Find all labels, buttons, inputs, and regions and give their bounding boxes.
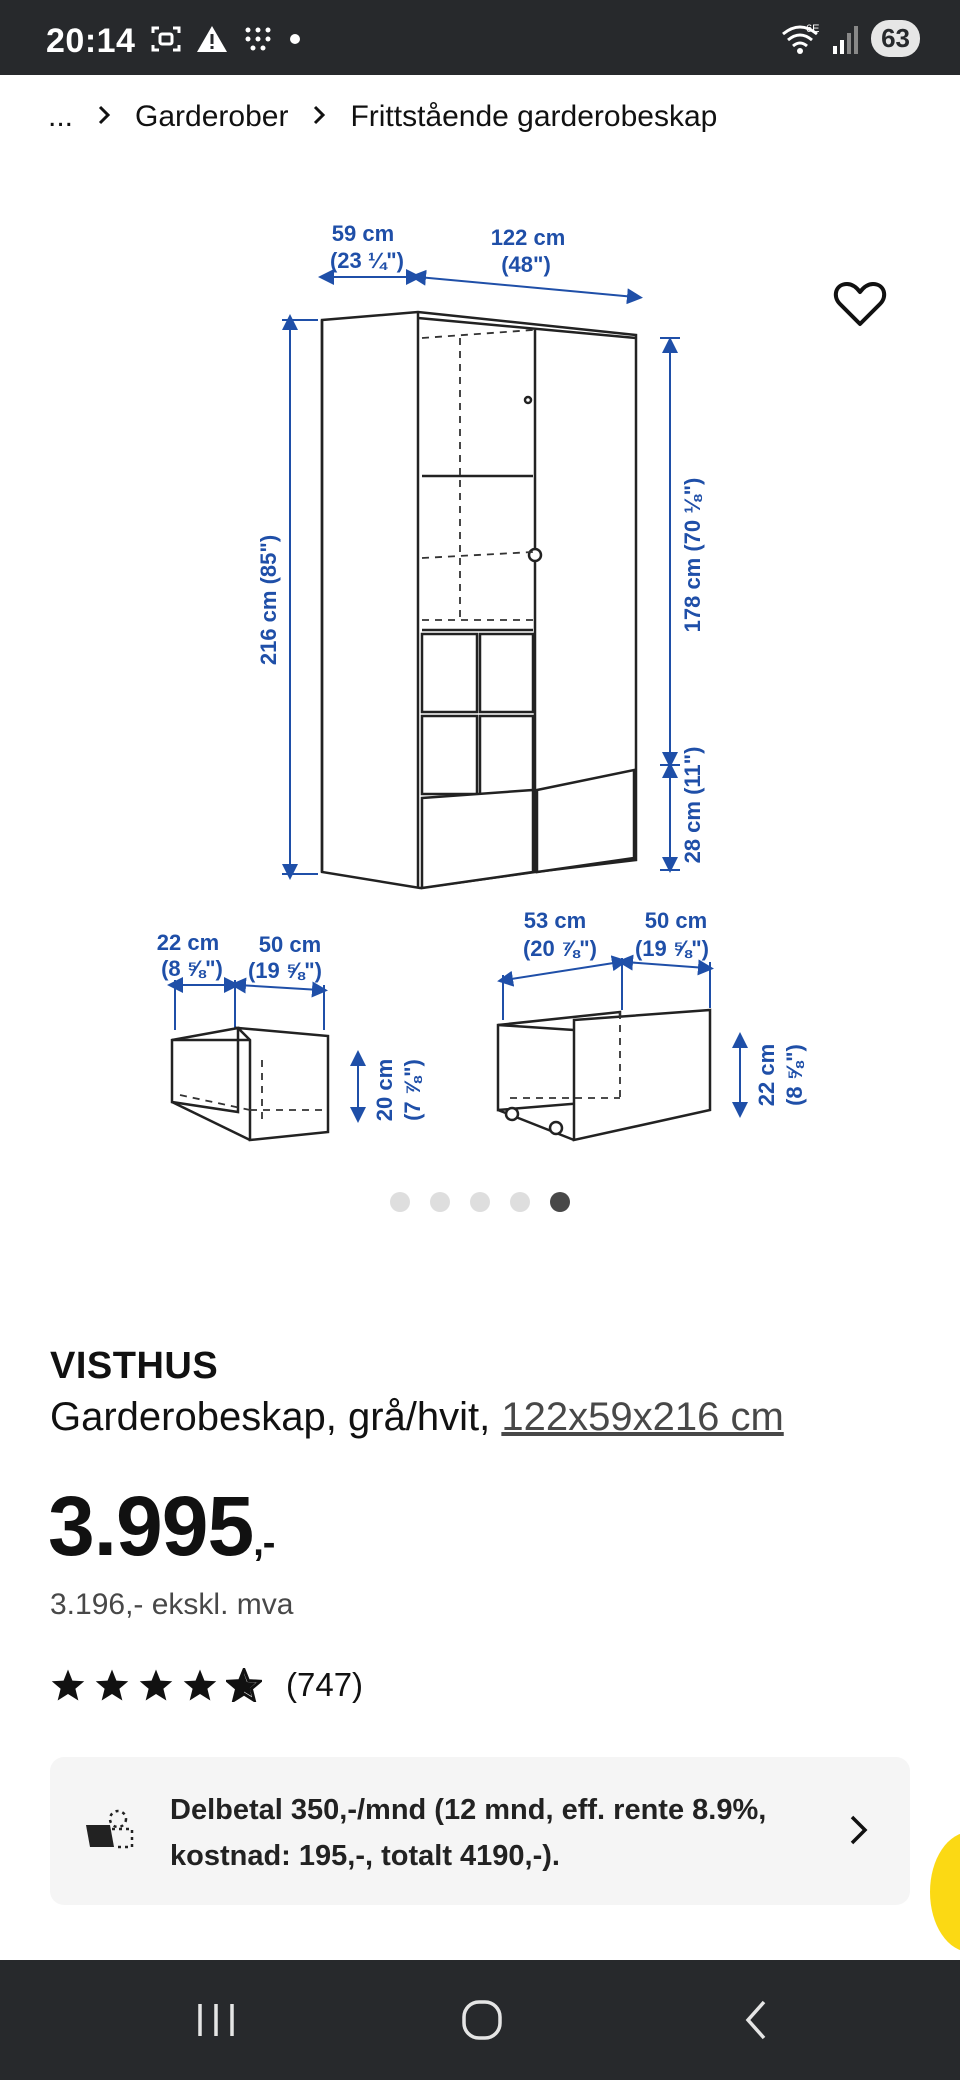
star-icon [94,1668,130,1702]
wallet-coins-icon [84,1807,136,1851]
product-price [48,1478,274,1575]
svg-text:(19 ⅝"): (19 ⅝") [247,958,323,983]
chevron-right-icon [312,101,326,133]
product-brand: VISTHUS [50,1345,219,1387]
status-bar [0,0,960,75]
svg-text:(19 ⅝"): (19 ⅝") [634,936,710,961]
carousel-dot-active[interactable] [550,1192,570,1212]
svg-text:50 cm: 50 cm [258,932,322,957]
grid-dots-icon [242,24,274,54]
svg-text:20 cm: 20 cm [372,1058,397,1122]
rating-stars [50,1668,262,1702]
svg-text:(8 ⅝"): (8 ⅝") [782,1044,807,1106]
svg-text:(8 ⅝"): (8 ⅝") [161,956,223,981]
svg-text:6E: 6E [806,22,820,35]
svg-text:22 cm: 22 cm [754,1043,779,1107]
screenshot-icon [150,24,182,54]
svg-text:122 cm: 122 cm [490,225,566,250]
signal-icon [831,22,861,56]
system-nav-bar [0,1960,960,2080]
star-icon [50,1668,86,1702]
price-ex-vat: 3.196,- ekskl. mva [50,1588,294,1621]
carousel-dots [0,1192,960,1212]
chevron-right-icon [848,1813,870,1847]
product-size-link[interactable]: 122x59x216 cm [501,1395,784,1439]
recent-apps-icon[interactable] [194,1998,238,2042]
status-icons-right [779,20,920,57]
carousel-dot[interactable] [470,1192,490,1212]
breadcrumb [48,100,717,134]
svg-text:(20 ⅞"): (20 ⅞") [522,936,598,961]
svg-text:(48"): (48") [501,252,551,277]
svg-text:(7 ⅞"): (7 ⅞") [400,1059,425,1121]
status-time: 20:14 [46,22,136,60]
svg-text:(23 ¼"): (23 ¼") [329,248,405,273]
chevron-right-icon [97,101,111,133]
star-icon [182,1668,218,1702]
breadcrumb-item-garderober[interactable]: Garderober [135,100,289,133]
breadcrumb-ellipsis[interactable]: ... [48,100,74,133]
favorite-heart-button[interactable] [832,278,888,330]
svg-text:59 cm: 59 cm [331,221,395,246]
review-count: (747) [286,1666,364,1703]
installment-payment-card[interactable] [50,1757,910,1905]
svg-text:50 cm: 50 cm [644,908,708,933]
back-icon[interactable] [736,1998,780,2042]
carousel-dot[interactable] [510,1192,530,1212]
product-dimension-image[interactable] [0,185,960,1145]
svg-text:28 cm (11"): 28 cm (11") [680,746,705,864]
heart-icon [832,278,888,330]
svg-text:53 cm: 53 cm [523,908,587,933]
home-icon[interactable] [460,1998,504,2042]
product-description-text: Garderobeskap, grå/hvit, [50,1395,491,1439]
svg-text:22 cm: 22 cm [156,930,220,955]
dot-icon [288,24,302,54]
product-rating[interactable] [50,1666,363,1704]
installment-text: Delbetal 350,-/mnd (12 mnd, eff. rente 8.9%, kostnad: 195,-, totalt 4190,-). [170,1794,767,1872]
breadcrumb-item-frittstaende[interactable]: Frittstående garderobeskap [350,100,718,133]
price-value: 3.995 [48,1479,254,1573]
carousel-dot[interactable] [430,1192,450,1212]
price-suffix: ,- [253,1522,275,1564]
warning-icon [196,24,228,54]
carousel-dot[interactable] [390,1192,410,1212]
svg-text:178 cm (70 ⅛"): 178 cm (70 ⅛") [680,477,705,633]
star-half-icon [226,1668,262,1702]
battery-icon: 63 [871,20,920,57]
product-description [50,1395,784,1440]
wifi-icon [779,22,821,56]
svg-text:216 cm (85"): 216 cm (85") [256,534,281,666]
star-icon [138,1668,174,1702]
chat-fab-button[interactable] [930,1832,960,1952]
status-icons-left [150,24,302,54]
